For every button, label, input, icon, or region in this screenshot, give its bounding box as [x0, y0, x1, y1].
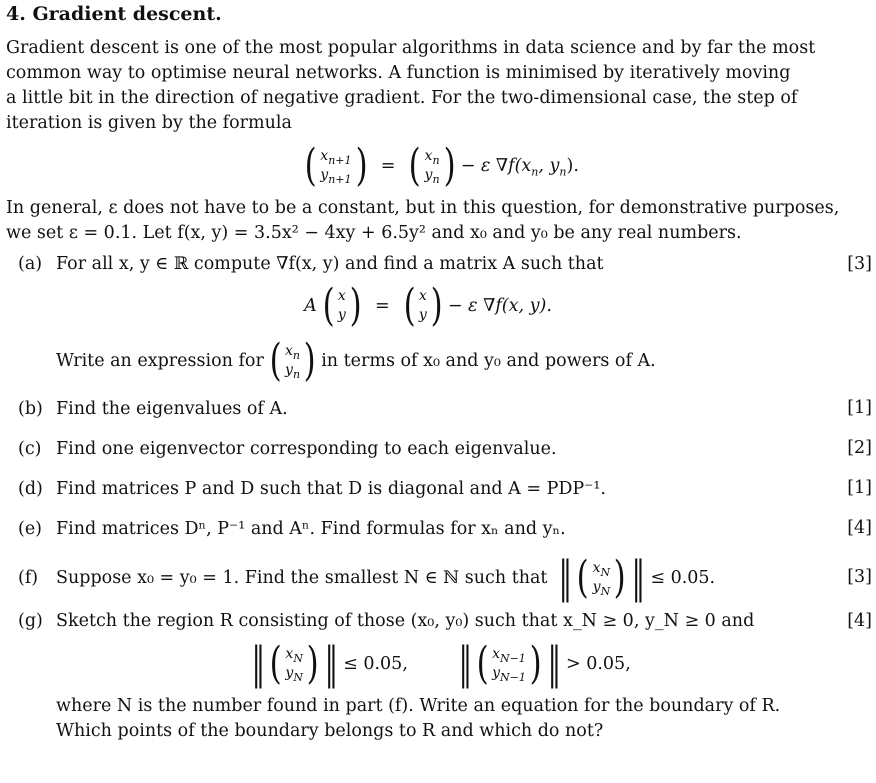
write-expression-line: Write an expression for ( $x_n$ $y_n$ ) in terms of x₀ and y₀ and powers of A. [56, 335, 656, 386]
general-line: In general, ε does not have to be a constant, but in this question, for demonstrative purposes, [6, 198, 840, 218]
part-text: Find one eigenvector corresponding to each eigenvalue. [56, 438, 557, 459]
question-page [6, 2, 872, 744]
part-label: (f) [18, 567, 39, 588]
marks-badge: [4] [847, 518, 872, 538]
marks-badge: [2] [847, 438, 872, 458]
part-text: Suppose x₀ = y₀ = 1. Find the smallest N ∈ ℕ such that [56, 567, 548, 588]
intro-line: Gradient descent is one of the most popular algorithms in data science and by far the most [6, 38, 816, 58]
general-paragraph [6, 196, 872, 246]
part-text: Find the eigenvalues of A. [56, 398, 288, 419]
matrix-equation: A ( x y ) = ( x y ) − ε ∇f(x, y). [304, 280, 552, 331]
part-b [18, 389, 872, 429]
intro-paragraph [6, 36, 872, 136]
norm-expression: ‖ ( $x_N$ $y_N$ ) ‖ [559, 552, 644, 603]
part-label: (a) [18, 254, 43, 274]
part-a [18, 252, 872, 387]
part-f: (f) Suppose x₀ = y₀ = 1. Find the smallest N ∈ ℕ such that ‖ ( $x_N$ $y_N$ ) ‖ ≤ 0.05. [3] [18, 552, 872, 603]
vector-current: ( $x_n$ $y_n$ ) [408, 140, 456, 191]
vector-next: ( $x_{n+1}$ $y_{n+1}$ ) [304, 140, 368, 191]
intro-line: common way to optimise neural networks. A function is minimised by iteratively moving [6, 63, 791, 83]
part-label: (d) [18, 478, 43, 499]
general-line: we set ε = 0.1. Let f(x, y) = 3.5x² − 4xy + 6.5y² and x₀ and y₀ be any real numbers. [6, 223, 742, 243]
part-text: Sketch the region R consisting of those (x₀, y₀) such that x_N ≥ 0, y_N ≥ 0 and [56, 611, 755, 631]
marks-badge: [4] [847, 611, 872, 631]
formula-tail: − ε $\nabla f(x_n$, $y_n$). [460, 155, 579, 178]
part-text: Find matrices Dⁿ, P⁻¹ and Aⁿ. Find formulas for xₙ and yₙ. [56, 518, 566, 539]
part-g [18, 609, 872, 744]
part-text: where N is the number found in part (f). Write an equation for the boundary of R. [56, 696, 781, 716]
iteration-formula: ( $x_{n+1}$ $y_{n+1}$ ) = ( $x_n$ $y_n$ ) − ε $\nabla f(x_n$, $y_n$). [6, 136, 872, 196]
marks-badge: [1] [847, 478, 872, 498]
intro-line: iteration is given by the formula [6, 113, 292, 133]
norm-conditions: ‖ ( $x_N$ $y_N$ ) ‖ ≤ 0.05, ‖ ( $x_{N-1}$ $y_{N-1}$ ) ‖ > 0.05, [252, 638, 631, 689]
part-d [18, 469, 872, 509]
part-text: Find matrices P and D such that D is diagonal and A = PDP⁻¹. [56, 478, 606, 499]
marks-badge: [3] [847, 254, 872, 274]
part-e [18, 509, 872, 549]
part-text: For all x, y ∈ ℝ compute ∇f(x, y) and find a matrix A such that [56, 254, 604, 274]
marks-badge: [3] [847, 567, 872, 587]
part-text: Which points of the boundary belongs to R and which do not? [56, 721, 604, 741]
part-label: (g) [18, 611, 43, 631]
part-c [18, 429, 872, 469]
intro-line: a little bit in the direction of negative gradient. For the two-dimensional case, the step of [6, 88, 798, 108]
part-label: (c) [18, 438, 42, 459]
question-heading: 4. Gradient descent. [6, 3, 222, 25]
part-label: (b) [18, 398, 43, 419]
marks-badge: [1] [847, 398, 872, 418]
part-label: (e) [18, 518, 43, 539]
